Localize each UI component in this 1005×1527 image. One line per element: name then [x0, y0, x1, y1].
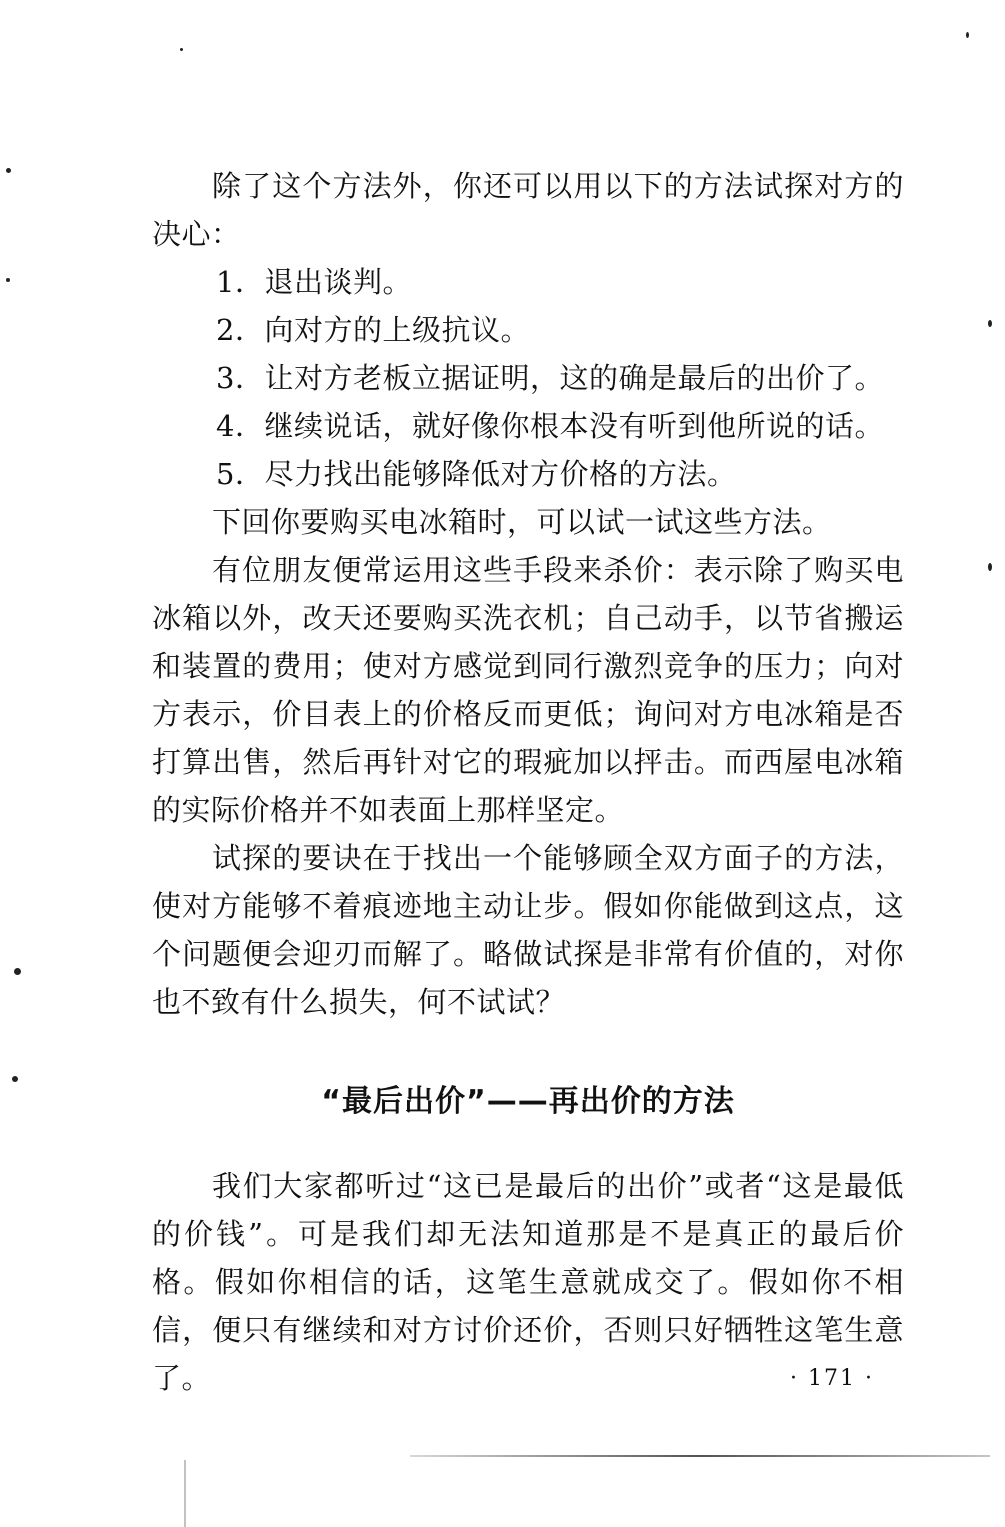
scan-speck	[988, 563, 992, 571]
scan-speck	[6, 278, 10, 282]
scan-rule	[410, 1455, 990, 1457]
list-item: 1．退出谈判。	[216, 265, 412, 299]
paragraph: 下回你要购买电冰箱时，可以试一试这些方法。	[212, 505, 832, 539]
page-number: · 171 ·	[790, 1366, 874, 1391]
scan-speck	[6, 168, 11, 173]
scan-gutter	[184, 1460, 186, 1527]
scan-speck	[12, 1076, 18, 1082]
list-item: 3．让对方老板立据证明，这的确是最后的出价了。	[216, 361, 884, 395]
scan-speck	[14, 968, 21, 975]
paragraph: 试探的要诀在于找出一个能够顾全双方面子的方法，使对方能够不着痕迹地主动让步。假如你能做到这点，这个问题便会迎刃而解了。略做试探是非常有价值的，对你也不致有什么损失，何不试试？	[152, 841, 904, 1019]
paragraph: 我们大家都听过“这已是最后的出价”或者“这是最低的价钱”。可是我们却无法知道那是不是真正的最后价格。假如你相信的话，这笔生意就成交了。假如你不相信，便只有继续和对方讨价还价，否则只好牺牲这笔生意了。	[152, 1169, 904, 1395]
list-item: 2．向对方的上级抗议。	[216, 313, 530, 347]
scan-speck	[180, 48, 183, 51]
section-heading: “最后出价”——再出价的方法	[321, 1084, 735, 1119]
scan-speck	[988, 320, 992, 327]
scan-speck	[966, 32, 969, 38]
paragraph: 有位朋友便常运用这些手段来杀价：表示除了购买电冰箱以外，改天还要购买洗衣机；自己动手，以节省搬运和装置的费用；使对方感觉到同行激烈竞争的压力；向对方表示，价目表上的价格反而更低；询问对方电冰箱是否打算出售，然后再针对它的瑕疵加以抨击。而西屋电冰箱的实际价格并不如表面上那样坚定。	[152, 553, 904, 827]
paragraph: 除了这个方法外，你还可以用以下的方法试探对方的决心：	[152, 169, 904, 251]
body-text	[152, 162, 904, 1026]
list-item: 4．继续说话，就好像你根本没有听到他所说的话。	[216, 409, 884, 443]
numbered-list	[152, 258, 904, 498]
list-item: 5．尽力找出能够降低对方价格的方法。	[216, 457, 737, 491]
